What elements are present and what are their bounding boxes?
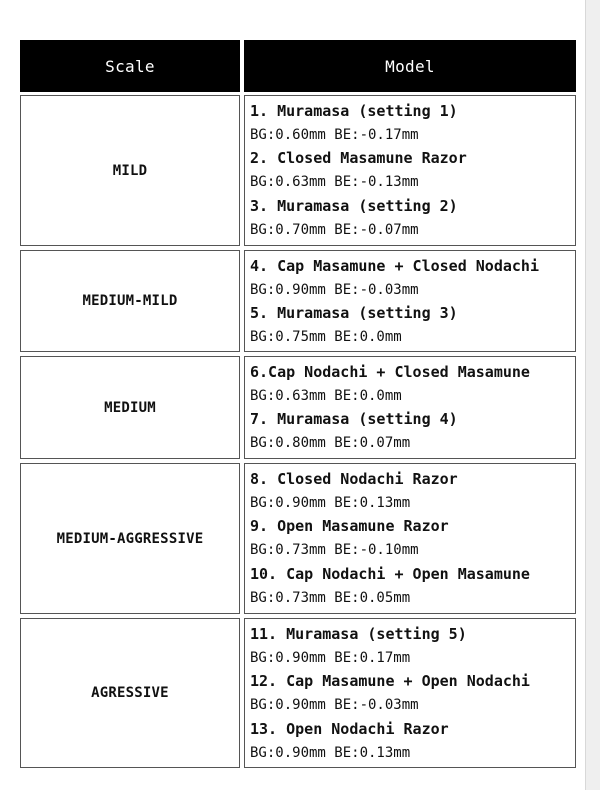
model-name: 11. Muramasa (setting 5) (250, 625, 467, 643)
model-cell (244, 250, 576, 352)
model-name: 1. Muramasa (setting 1) (250, 102, 458, 120)
scale-cell: MILD (20, 95, 240, 246)
model-name: 13. Open Nodachi Razor (250, 719, 449, 738)
model-cell (244, 463, 576, 614)
model-spec: BG:0.63mm BE:0.0mm (250, 387, 402, 404)
model-name: 3. Muramasa (setting 2) (250, 196, 458, 215)
model-spec: BG:0.60mm BE:-0.17mm (250, 126, 419, 143)
model-name: 9. Open Masamune Razor (250, 517, 449, 536)
model-spec: BG:0.75mm BE:0.0mm (250, 329, 402, 346)
scale-cell: MEDIUM-AGGRESSIVE (20, 463, 240, 614)
model-name: 6.Cap Nodachi + Closed Masamune (250, 363, 530, 381)
scale-cell: AGRESSIVE (20, 618, 240, 768)
model-spec: BG:0.90mm BE:-0.03mm (250, 281, 419, 298)
model-name: 4. Cap Masamune + Closed Nodachi (250, 257, 539, 275)
model-spec: BG:0.80mm BE:0.07mm (250, 435, 411, 452)
model-cell (244, 356, 576, 459)
model-name: 8. Closed Nodachi Razor (250, 470, 458, 488)
model-cell (244, 95, 576, 246)
model-spec: BG:0.63mm BE:-0.13mm (250, 174, 419, 191)
model-name: 5. Muramasa (setting 3) (250, 304, 458, 323)
model-name: 7. Muramasa (setting 4) (250, 410, 458, 429)
model-spec: BG:0.90mm BE:0.17mm (250, 649, 411, 666)
model-name: 2. Closed Masamune Razor (250, 149, 467, 168)
model-spec: BG:0.90mm BE:-0.03mm (250, 697, 419, 714)
model-column-header: Model (244, 40, 576, 92)
model-spec: BG:0.73mm BE:0.05mm (250, 589, 411, 606)
model-spec: BG:0.90mm BE:0.13mm (250, 494, 411, 511)
model-name: 12. Cap Masamune + Open Nodachi (250, 672, 530, 691)
model-cell (244, 618, 576, 768)
scale-cell: MEDIUM (20, 356, 240, 459)
model-spec: BG:0.70mm BE:-0.07mm (250, 221, 419, 238)
model-name: 10. Cap Nodachi + Open Masamune (250, 564, 530, 583)
scale-cell: MEDIUM-MILD (20, 250, 240, 352)
model-spec: BG:0.90mm BE:0.13mm (250, 744, 411, 761)
model-spec: BG:0.73mm BE:-0.10mm (250, 542, 419, 559)
scale-column-header: Scale (20, 40, 240, 92)
